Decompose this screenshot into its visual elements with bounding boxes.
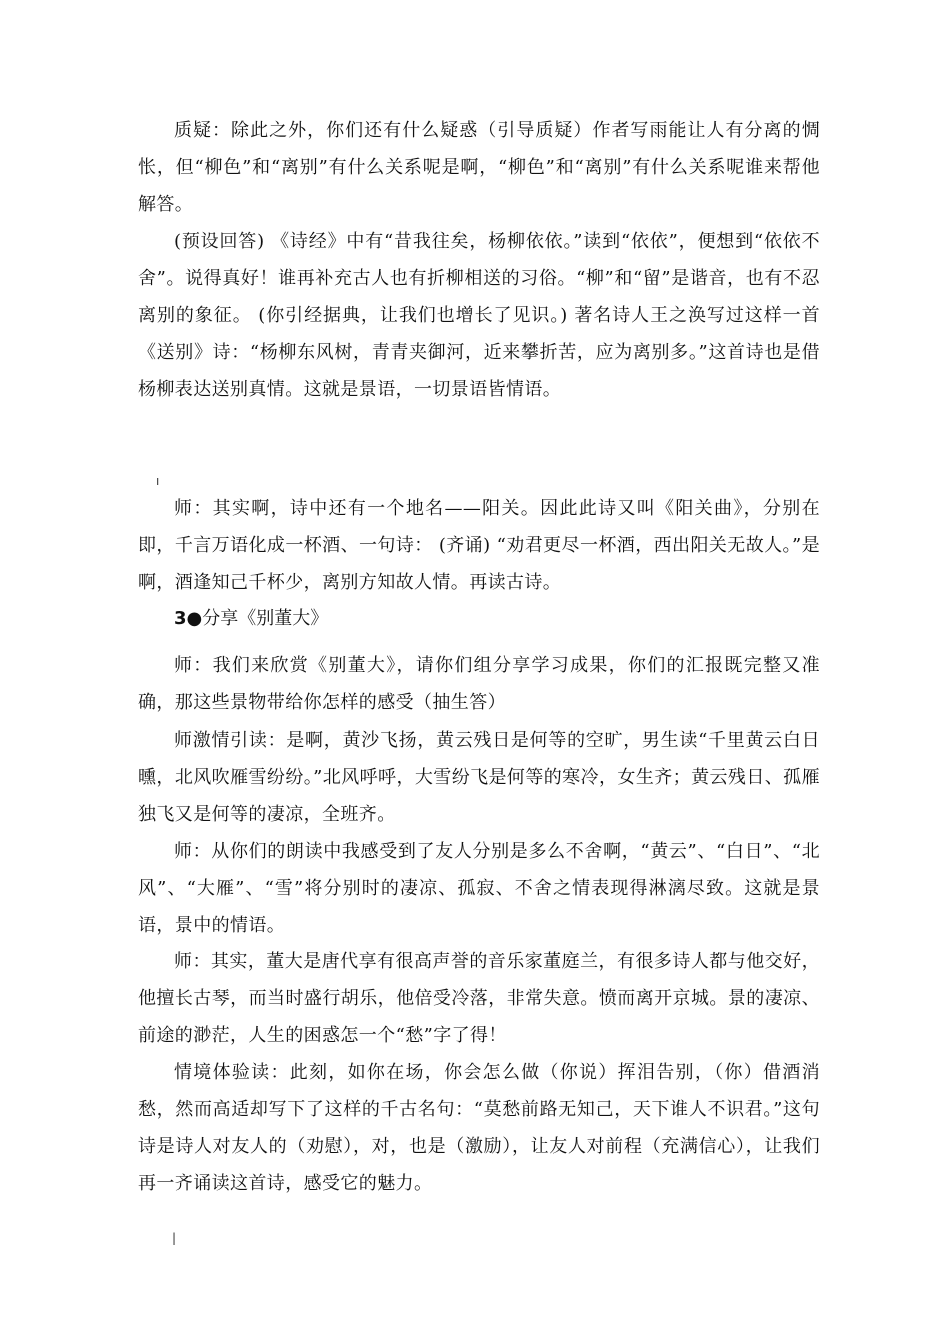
paragraph-dong-da: 师：其实，董大是唐代享有很高声誉的音乐家董庭兰，有很多诗人都与他交好，他擅长古琴，而当时盛行胡乐，他倍受冷落，非常失意。愤而离开京城。景的凄凉、前途的渺茫，人生的困惑怎一个“愁”字了得！ [138,951,820,1046]
paragraph-yangguan: 师：其实啊，诗中还有一个地名——阳关。因此此诗又叫《阳关曲》，分别在即，千言万语化成一杯酒、一句诗： (齐诵) “劝君更尽一杯酒，西出阳关无故人。”是啊，酒逢知己千杯少，离别方知故人情。再读古诗。 [138,498,820,593]
section-number: 3● [174,608,203,629]
paragraph-situational-reading: 情境体验读：此刻，如你在场，你会怎么做（你说）挥泪告别，（你）借酒消愁，然而高适却写下了这样的千古名句：“莫愁前路无知己，天下谁人不识君。”这句诗是诗人对友人的（劝慰），对，也是（激励），让友人对前程（充满信心），让我们再一齐诵读这首诗，感受它的魅力。 [138,1062,820,1194]
paragraph-appreciate: 师：我们来欣赏《别董大》，请你们组分享学习成果，你们的汇报既完整又准确，那这些景物带给你怎样的感受（抽生答） [138,655,820,713]
page-mark: | [172,1231,177,1245]
stray-mark: ı [156,474,160,488]
paragraph-guided-reading: 师激情引读：是啊，黄沙飞扬，黄云残日是何等的空旷，男生读“千里黄云白日曛，北风吹雁雪纷纷。”北风呼呼，大雪纷飞是何等的寒冷，女生齐；黄云残日、孤雁独飞又是何等的凄凉，全班齐。 [138,730,820,825]
paragraph-feelings: 师：从你们的朗读中我感受到了友人分别是多么不舍啊，“黄云”、“白日”、“北风”、“大雁”、“雪”将分别时的凄凉、孤寂、不舍之情表现得淋漓尽致。这就是景语，景中的情语。 [138,841,820,936]
paragraph-preset-answer: (预设回答) 《诗经》中有“昔我往矣，杨柳依依。”读到“依依”，便想到“依依不舍”。说得真好！谁再补充古人也有折柳相送的习俗。“柳”和“留”是谐音，也有不忍离别的象征。 (你引经据典，让我们也增长了见识。) 著名诗人王之涣写过这样一首《送别》诗：“杨柳东风树，青青夹御河，近来攀折苦，应为离别多。”这首诗也是借杨柳表达送别真情。这就是景语，一切景语皆情语。 [138,231,820,400]
section-title: 分享《别董大》 [202,608,329,629]
section-heading [174,604,328,634]
paragraph-questioning: 质疑：除此之外，你们还有什么疑惑（引导质疑）作者写雨能让人有分离的惆怅，但“柳色”和“离别”有什么关系呢是啊，“柳色”和“离别”有什么关系呢谁来帮他解答。 [138,120,820,215]
